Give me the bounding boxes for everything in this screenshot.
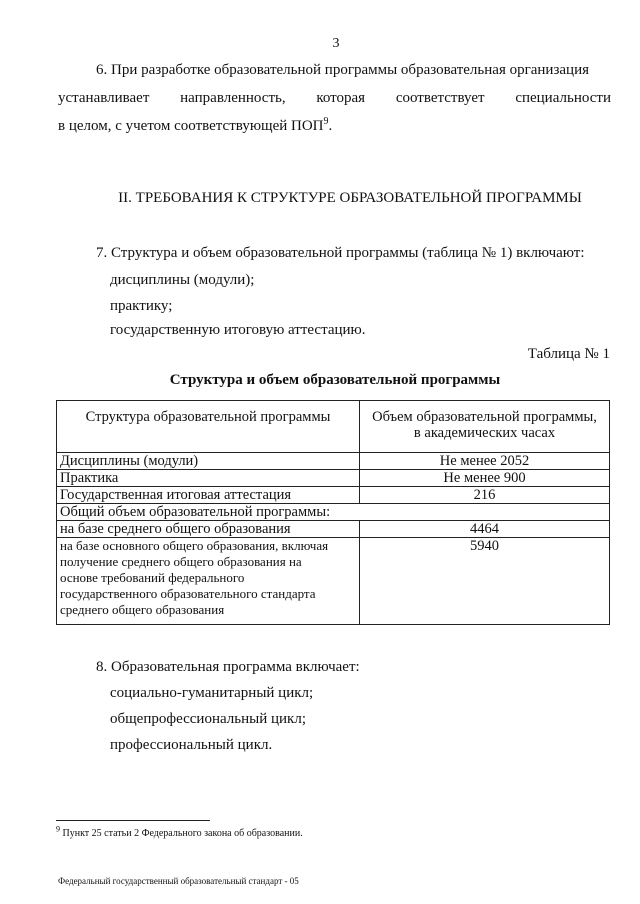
section-heading: II. ТРЕБОВАНИЯ К СТРУКТУРЕ ОБРАЗОВАТЕЛЬНОЙ ПРОГРАММЫ [118, 190, 582, 206]
header-cell-structure: Структура образовательной программы [57, 401, 360, 453]
para8-item: профессиональный цикл. [110, 737, 273, 753]
table-row [57, 521, 610, 538]
table-row-total [57, 504, 610, 521]
row-label: Государственная итоговая аттестация [57, 487, 360, 504]
row-label-line: среднего общего образования [60, 602, 225, 617]
page-number: 3 [332, 36, 340, 51]
header-volume-line: в академических часах [413, 425, 556, 441]
footnote-reference[interactable]: 9 [323, 116, 329, 127]
footnote [56, 824, 303, 839]
para6-word: которая [316, 90, 366, 106]
row-label-line: на базе основного общего образования, включая [60, 538, 329, 553]
table-row [57, 453, 610, 470]
header-cell-volume [360, 401, 610, 453]
para6-word: соответствует [395, 90, 485, 106]
footnote-separator [56, 820, 210, 821]
para8-intro: 8. Образовательная программа включает: [96, 659, 360, 675]
row-label: Дисциплины (модули) [57, 453, 360, 470]
para8-item: общепрофессиональный цикл; [110, 711, 306, 727]
row-label-line: получение среднего общего образования на [60, 554, 302, 569]
row-label-basic [57, 538, 360, 625]
total-label: Общий объем образовательной программы: [57, 504, 610, 521]
para7-item: государственную итоговую аттестацию. [110, 322, 366, 338]
row-label-line: основе требований федерального [60, 570, 245, 585]
para6-word: устанавливает [58, 90, 150, 106]
row-value: 4464 [360, 521, 610, 538]
para7-item: практику; [110, 298, 173, 314]
para6-word: специальности [515, 90, 611, 106]
row-label-line: государственного образовательного стандарта [60, 586, 316, 601]
row-value: 216 [360, 487, 610, 504]
para6-line1: 6. При разработке образовательной программы образовательная организация [96, 62, 589, 78]
para6-line3-text: в целом, с учетом соответствующей ПОП [58, 118, 324, 134]
para6-word: направленность, [180, 90, 286, 106]
table-row [57, 487, 610, 504]
table-row [57, 538, 610, 625]
para6-line2 [58, 88, 611, 108]
para8-item: социально-гуманитарный цикл; [110, 685, 314, 701]
structure-table [56, 400, 610, 625]
page-footer: Федеральный государственный образовательный стандарт - 05 [58, 876, 299, 886]
footnote-mark: 9 [56, 824, 60, 834]
footnote-text: Пункт 25 статьи 2 Федерального закона об образовании. [60, 828, 303, 839]
para6-line3: в целом, с учетом соответствующей ПОП$^9$. [58, 116, 333, 134]
row-label: на базе среднего общего образования [57, 521, 360, 538]
header-volume-line: Объем образовательной программы, [372, 409, 597, 425]
row-value: 5940 [360, 538, 610, 625]
table-row [57, 470, 610, 487]
table-caption: Таблица № 1 [527, 346, 610, 362]
para7-item: дисциплины (модули); [110, 272, 255, 288]
para7-intro: 7. Структура и объем образовательной программы (таблица № 1) включают: [96, 245, 585, 261]
row-label: Практика [57, 470, 360, 487]
row-value: Не менее 2052 [360, 453, 610, 470]
row-value: Не менее 900 [360, 470, 610, 487]
table-header-row [57, 401, 610, 453]
table-title: Структура и объем образовательной программы [169, 372, 501, 388]
